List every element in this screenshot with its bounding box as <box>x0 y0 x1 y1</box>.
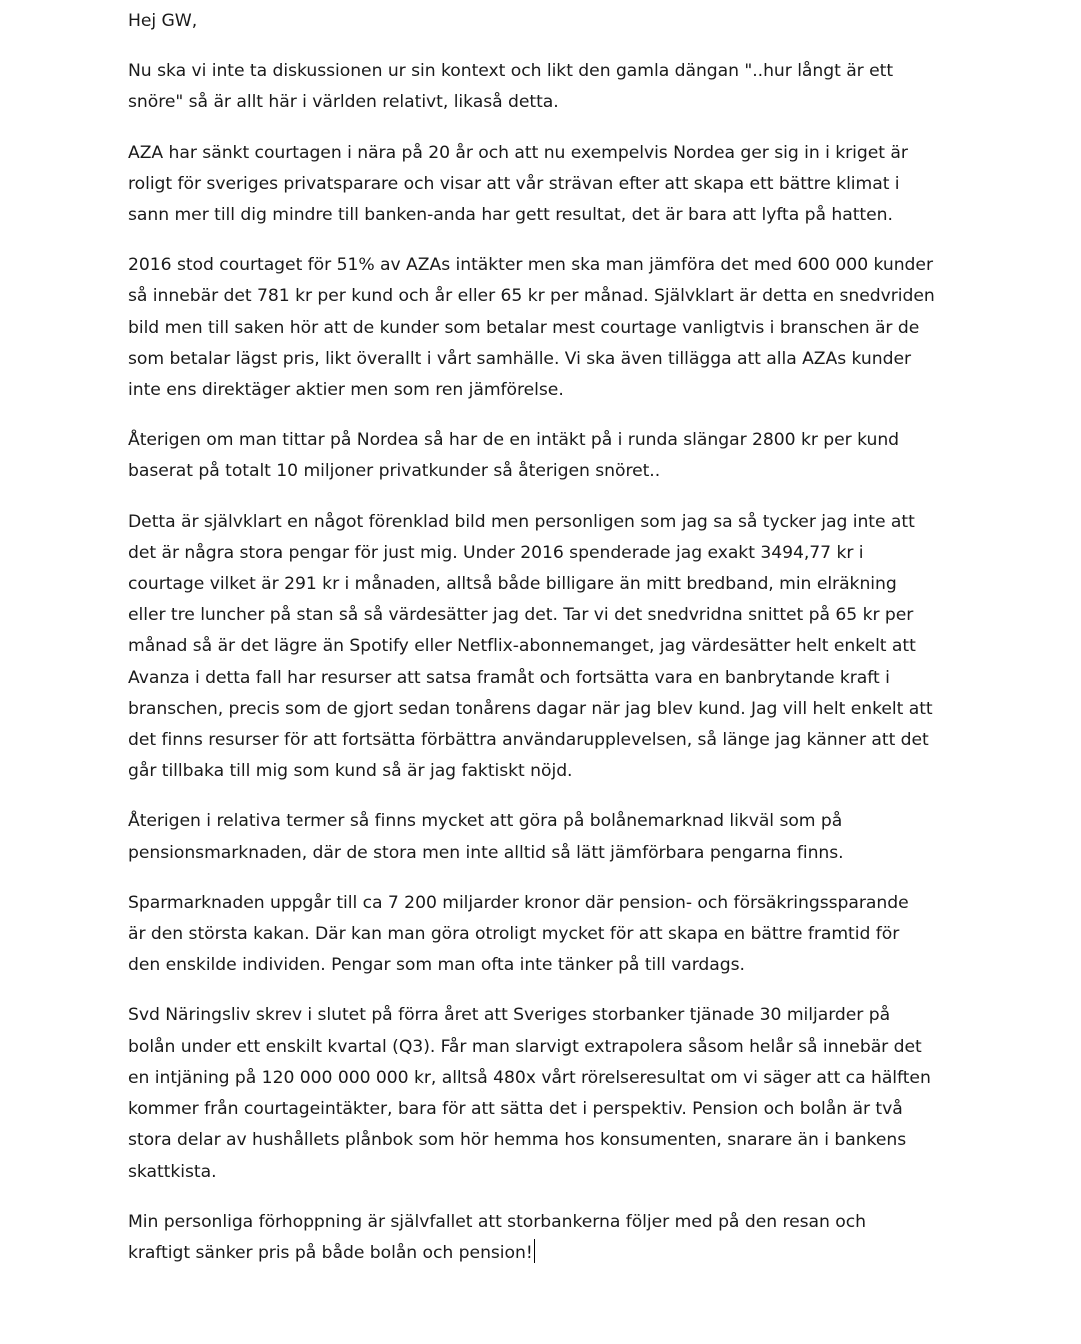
paragraph-last <box>128 1207 973 1269</box>
paragraph: Detta är självklart en något förenklad bild men personligen som jag sa så tycker jag inte att det är några stora pengar för just mig. Under 2016 spenderade jag exakt 3494,77 kr i courtage vilket är 291 kr i månaden, alltså både billigare än mitt bredband, min elräkning eller tre luncher på stan så så värdesätter jag det. Tar vi det snedvridna snittet på 65 kr per månad så är det lägre än Spotify eller Netflix-abonnemanget, jag värdesätter helt enkelt att Avanza i detta fall har resurser att satsa framåt och fortsätta vara en banbrytande kraft i branschen, precis som de gjort sedan tonårens dagar när jag blev kund. Jag vill helt enkelt att det finns resurser för att fortsätta förbättra användarupplevelsen, så länge jag känner att det går tillbaka till mig som kund så är jag faktiskt nöjd. <box>128 511 933 782</box>
document-body[interactable] <box>128 6 973 1288</box>
salutation: Hej GW, <box>128 11 198 31</box>
text-cursor <box>534 1239 535 1263</box>
paragraph: Återigen om man tittar på Nordea så har de en intäkt på i runda slängar 2800 kr per kund baserat på totalt 10 miljoner privatkunder så återigen snöret.. <box>128 430 900 482</box>
paragraph: Nu ska vi inte ta diskussionen ur sin kontext och likt den gamla dängan "..hur långt är ett snöre" så är allt här i världen relativt, likaså detta. <box>128 61 894 113</box>
paragraph: Återigen i relativa termer så finns mycket att göra på bolånemarknad likväl som på pensionsmarknaden, där de stora men inte alltid så lätt jämförbara pengarna finns. <box>128 811 844 863</box>
paragraph-last-text: Min personliga förhoppning är självfallet att storbankerna följer med på den resan och kraftigt sänker pris på både bolån och pension! <box>128 1211 866 1263</box>
paragraph: 2016 stod courtaget för 51% av AZAs intäkter men ska man jämföra det med 600 000 kunder så innebär det 781 kr per kund och år eller 65 kr per månad. Självklart är detta en snedvriden bild men till saken hör att de kunder som betalar mest courtage vanligtvis i branschen är de som betalar lägst pris, likt överallt i vårt samhälle. Vi ska även tillägga att alla AZAs kunder inte ens direktäger aktier men som ren jämförelse. <box>128 255 935 401</box>
paragraph: Sparmarknaden uppgår till ca 7 200 miljarder kronor där pension- och försäkringssparande är den största kakan. Där kan man göra otroligt mycket för att skapa en bättre framtid för den enskilde individen. Pengar som man ofta inte tänker på till vardags. <box>128 892 909 976</box>
paragraph: AZA har sänkt courtagen i nära på 20 år och att nu exempelvis Nordea ger sig in i kriget är roligt för sveriges privatsparare och visar att vår strävan efter att skapa ett bättre klimat i sann mer till dig mindre till banken-anda har gett resultat, det är bara att lyfta på hatten. <box>128 142 908 226</box>
paragraph: Svd Näringsliv skrev i slutet på förra året att Sveriges storbanker tjänade 30 miljarder på bolån under ett enskilt kvartal (Q3). Får man slarvigt extrapolera såsom helår så innebär det en intjäning på 120 000 000 000 kr, alltså 480x vårt rörelseresultat om vi säger att ca hälften kommer från courtageintäkter, bara för att sätta det i perspektiv. Pension och bolån är två stora delar av hushållets plånbok som hör hemma hos konsumenten, snarare än i bankens skattkista. <box>128 1005 931 1182</box>
